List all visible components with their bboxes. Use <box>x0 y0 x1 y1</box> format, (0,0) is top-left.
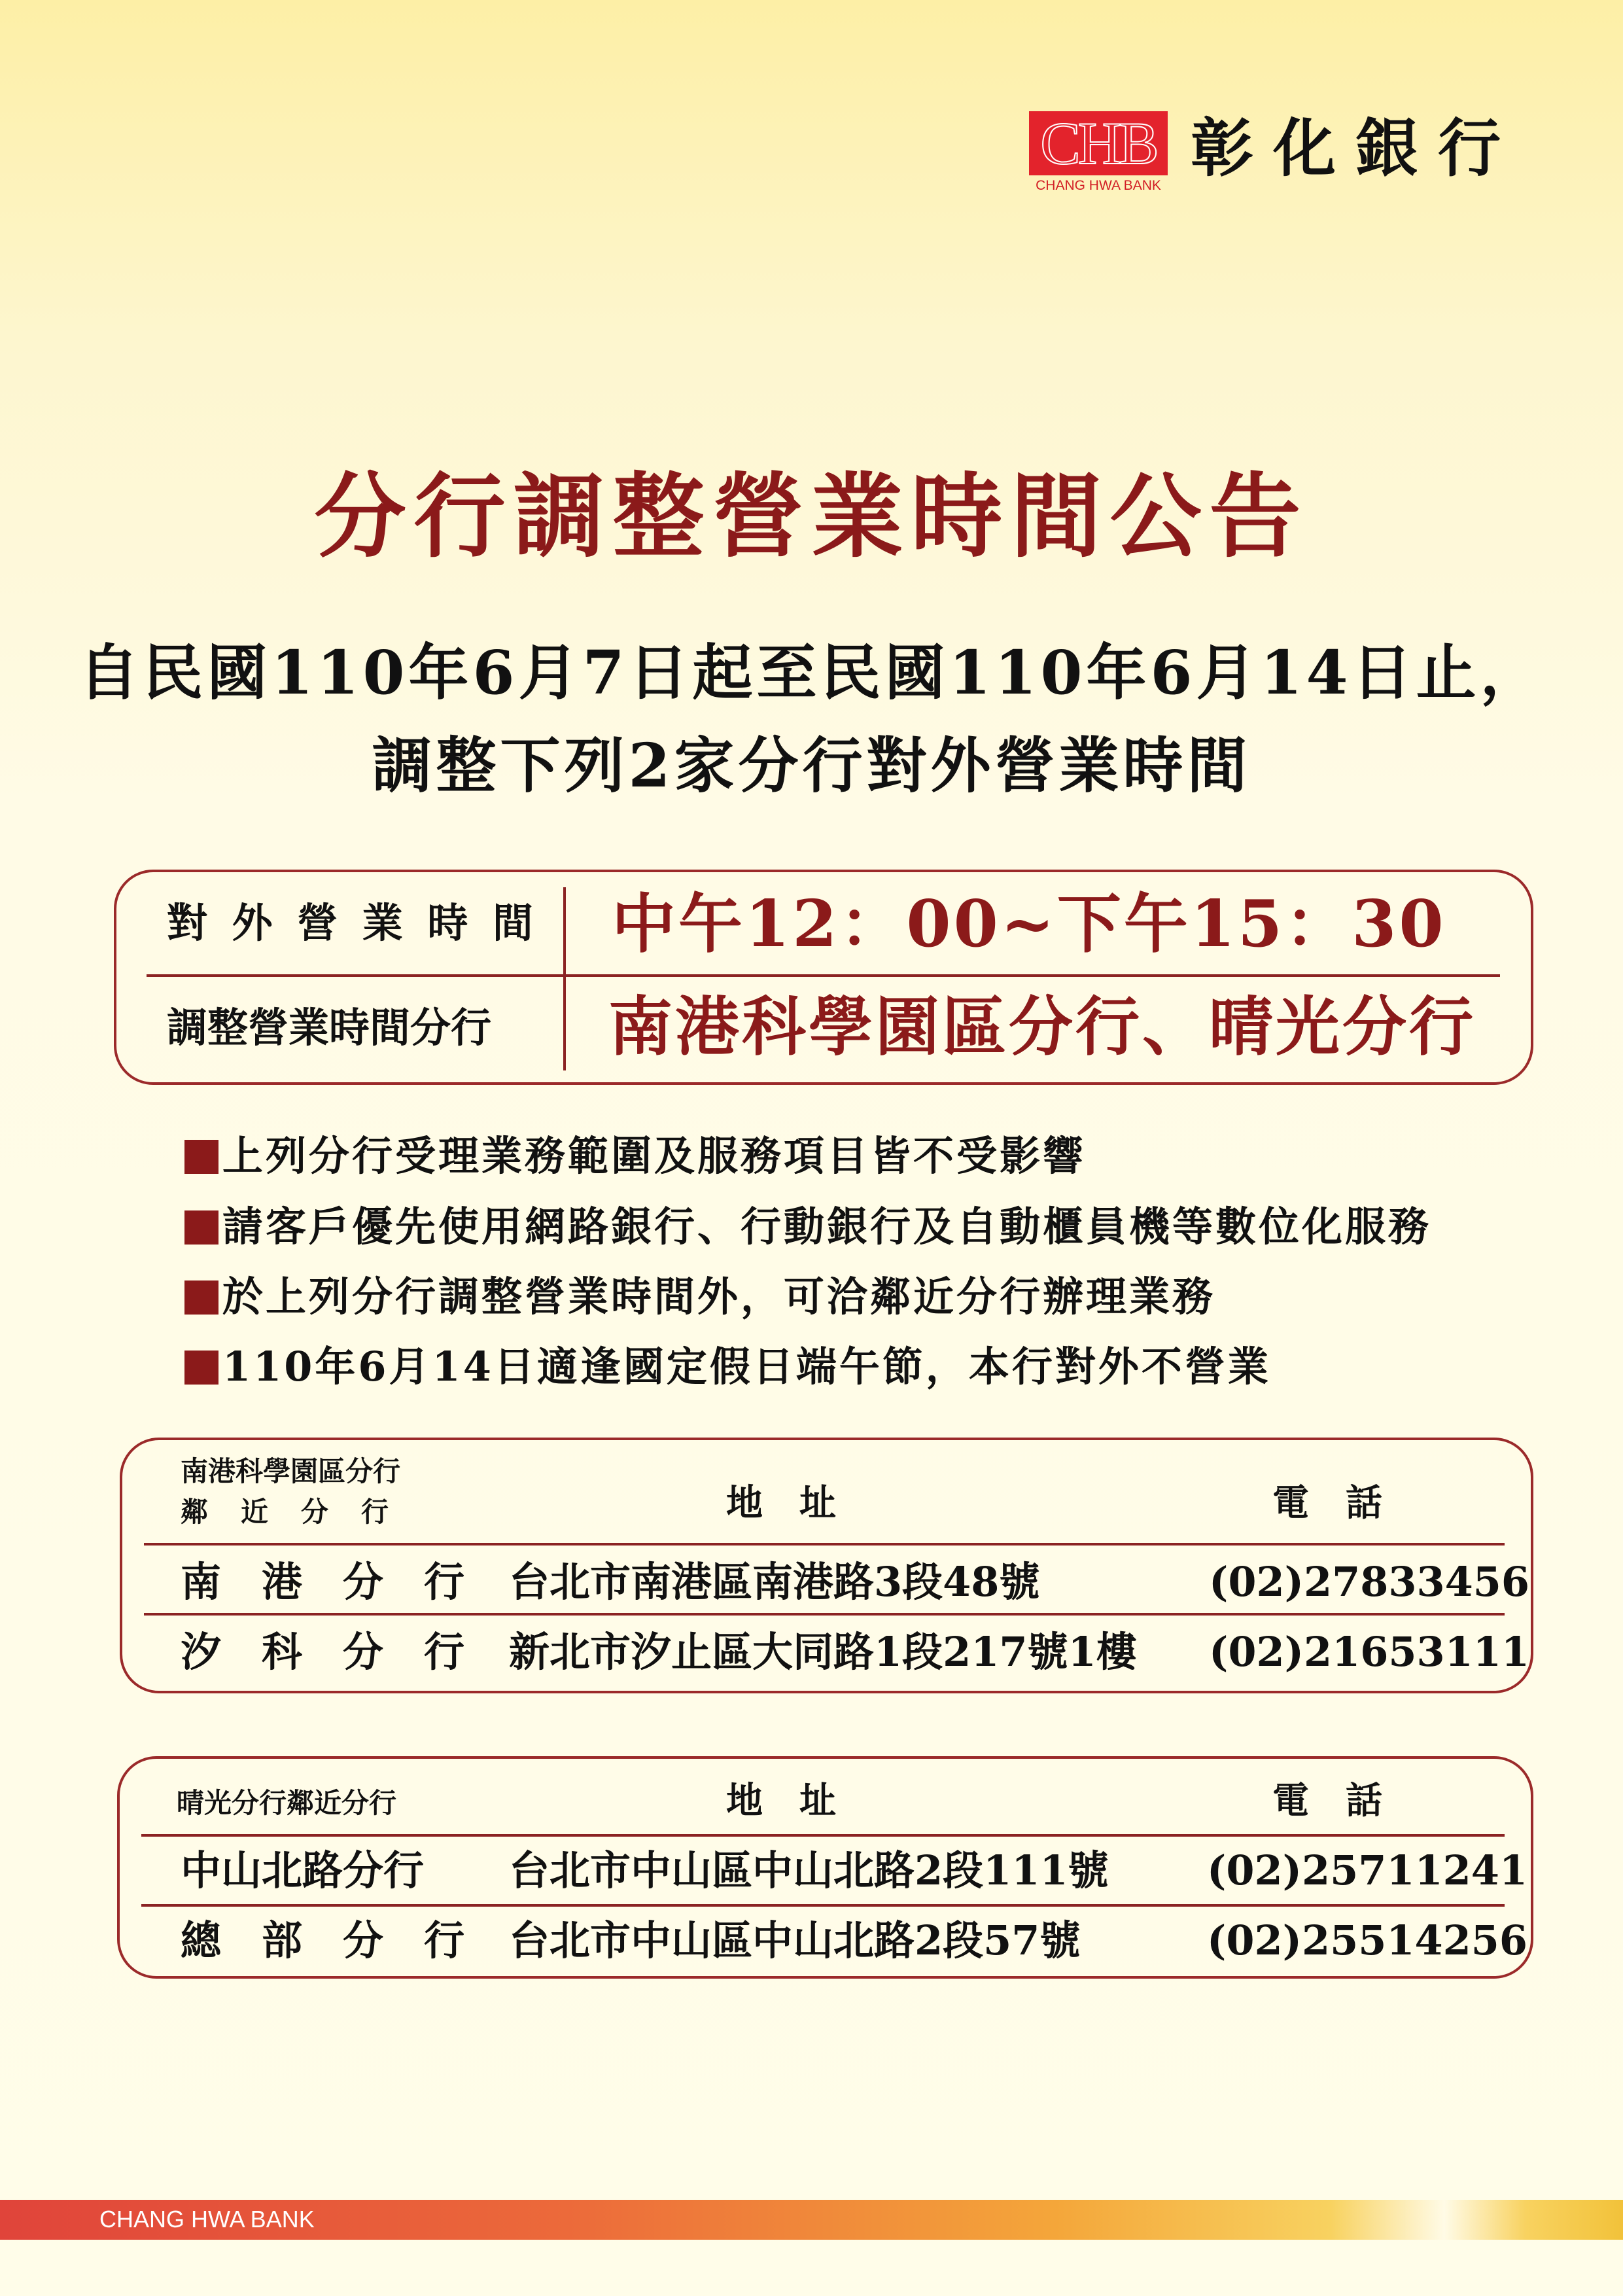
note-item: 上列分行受理業務範圍及服務項目皆不受影響 <box>184 1130 1086 1182</box>
table1-row-phone: (02)27833456 <box>1209 1558 1530 1606</box>
table1-header-subtitle: 鄰 近 分 行 <box>181 1496 392 1528</box>
table2-row-phone: (02)25711241 <box>1207 1846 1528 1894</box>
table1-row-phone: (02)21653111 <box>1209 1628 1530 1676</box>
table2-row-name: 中山北路分行 <box>181 1846 425 1894</box>
schedule-row-divider <box>147 974 1500 977</box>
hours-value: 中午12：00~下午15：30 <box>612 887 1446 962</box>
table1-row-address: 新北市汐止區大同路1段217號1樓 <box>509 1628 1137 1676</box>
schedule-divider <box>563 887 566 1070</box>
table1-header-phone: 電 話 <box>1272 1481 1382 1525</box>
table1-row-name: 南 港 分 行 <box>181 1558 465 1606</box>
table2-row-phone: (02)25514256 <box>1207 1916 1528 1964</box>
footer-text: CHANG HWA BANK <box>99 2206 315 2233</box>
table2-divider <box>141 1834 1505 1837</box>
table2-header-title: 晴光分行鄰近分行 <box>177 1787 397 1819</box>
subtitle-line-1: 自民國110年6月7日起至民國110年6月14日止， <box>79 637 1544 708</box>
chb-logo: CHB <box>1029 111 1168 175</box>
table2-header-address: 地 址 <box>726 1779 836 1822</box>
table2-row-address: 台北市中山區中山北路2段57號 <box>509 1916 1081 1964</box>
table2-row-name: 總 部 分 行 <box>181 1916 465 1964</box>
hours-label: 對 外 營 業 時 間 <box>167 899 538 947</box>
bank-name: 彰化銀行 <box>1191 111 1520 185</box>
note-item: 於上列分行調整營業時間外，可洽鄰近分行辦理業務 <box>184 1271 1215 1323</box>
table2-row-address: 台北市中山區中山北路2段111號 <box>509 1846 1109 1894</box>
page-title: 分行調整營業時間公告 <box>314 463 1309 571</box>
table1-divider <box>144 1613 1505 1616</box>
subtitle-line-2: 調整下列2家分行對外營業時間 <box>372 730 1251 801</box>
table1-divider <box>144 1543 1505 1545</box>
table2-divider <box>141 1904 1505 1907</box>
branches-label: 調整營業時間分行 <box>167 1004 492 1051</box>
note-item: 請客戶優先使用網路銀行、行動銀行及自動櫃員機等數位化服務 <box>184 1201 1431 1253</box>
table1-header-address: 地 址 <box>726 1481 836 1525</box>
note-item: 110年6月14日適逢國定假日端午節，本行對外不營業 <box>184 1341 1271 1393</box>
table1-row-address: 台北市南港區南港路3段48號 <box>509 1558 1040 1606</box>
logo-subtitle: CHANG HWA BANK <box>1036 178 1161 193</box>
table1-header-title: 南港科學園區分行 <box>181 1455 401 1487</box>
table1-row-name: 汐 科 分 行 <box>181 1628 465 1676</box>
table2-header-phone: 電 話 <box>1272 1779 1382 1822</box>
branches-value: 南港科學園區分行、晴光分行 <box>608 989 1476 1065</box>
